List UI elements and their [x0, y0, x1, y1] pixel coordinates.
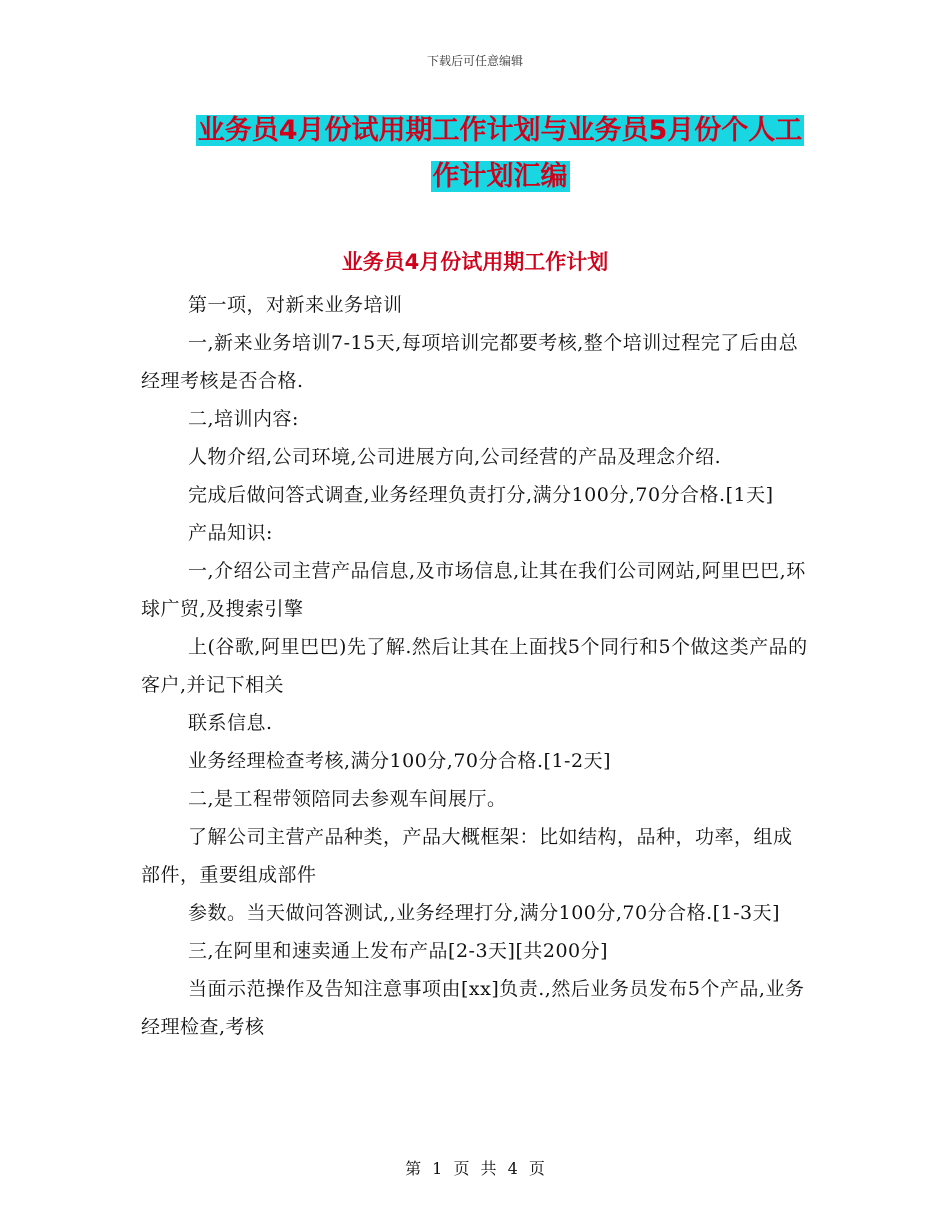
title-line-2: 作计划汇编 — [432, 161, 568, 192]
paragraph: 二,培训内容: — [188, 408, 299, 430]
paragraph: 联系信息. — [188, 712, 273, 734]
paragraph: 参数。当天做问答测试,,业务经理打分,满分100分,70分合格.[1-3天] — [188, 902, 781, 924]
document-body — [141, 286, 809, 1046]
paragraph: 三,在阿里和速卖通上发布产品[2-3天][共200分] — [188, 940, 609, 962]
paragraph: 一,新来业务培训7-15天,每项培训完都要考核,整个培训过程完了后由总经理考核是否合格. — [141, 332, 799, 392]
paragraph: 二,是工程带领陪同去参观车间展厅。 — [188, 788, 507, 810]
header-note: 下载后可任意编辑 — [426, 54, 523, 68]
paragraph: 了解公司主营产品种类，产品大概框架：比如结构，品种，功率，组成部件，重要组成部件 — [141, 826, 793, 886]
paragraph: 上(谷歌,阿里巴巴)先了解.然后让其在上面找5个同行和5个做这类产品的客户,并记下相关 — [141, 636, 808, 696]
paragraph: 一,介绍公司主营产品信息,及市场信息,让其在我们公司网站,阿里巴巴,环球广贸,及搜索引擎 — [141, 560, 806, 620]
paragraph: 产品知识: — [188, 522, 273, 544]
document-title — [140, 108, 860, 200]
title-line-1: 业务员4月份试用期工作计划与业务员5月份个人工 — [197, 115, 803, 146]
page-footer: 第 1 页 共 4 页 — [405, 1159, 545, 1178]
paragraph: 当面示范操作及告知注意事项由[xx]负责.,然后业务员发布5个产品,业务经理检查,考核 — [141, 978, 805, 1038]
paragraph: 人物介绍,公司环境,公司进展方向,公司经营的产品及理念介绍. — [188, 446, 722, 468]
paragraph: 第一项，对新来业务培训 — [188, 294, 403, 316]
paragraph: 完成后做问答式调查,业务经理负责打分,满分100分,70分合格.[1天] — [188, 484, 774, 506]
paragraph: 业务经理检查考核,满分100分,70分合格.[1-2天] — [188, 750, 611, 772]
section-title: 业务员4月份试用期工作计划 — [341, 250, 609, 274]
